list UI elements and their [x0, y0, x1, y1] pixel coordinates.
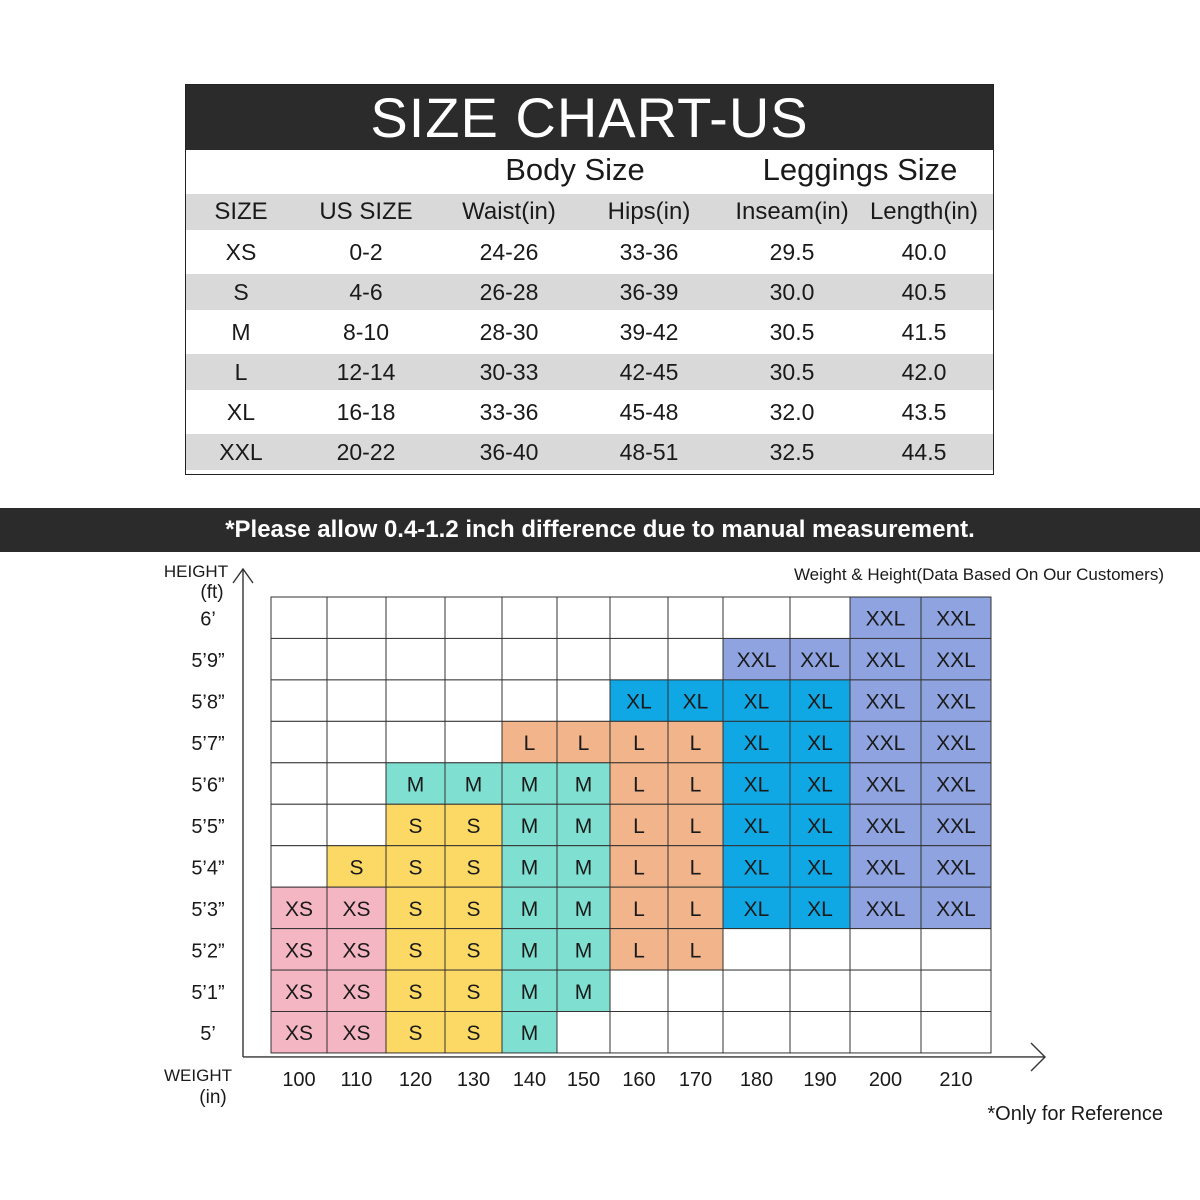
- grid-cell: [790, 929, 850, 970]
- grid-cell: [386, 721, 445, 762]
- size-label: XXL: [865, 649, 906, 673]
- grid-cell: [557, 680, 610, 721]
- size-label: XS: [342, 897, 371, 921]
- measurement-note-banner: *Please allow 0.4-1.2 inch difference due to manual measurement.: [0, 508, 1200, 552]
- size-label: XL: [743, 897, 770, 921]
- size-label: L: [633, 814, 645, 838]
- size-label: L: [523, 732, 536, 756]
- size-label: M: [574, 773, 593, 797]
- x-tick-label: 180: [739, 1068, 774, 1091]
- grid-cell: [668, 1012, 723, 1053]
- y-tick-label: 5’7”: [191, 733, 225, 756]
- grid-cell: [502, 638, 557, 679]
- grid-cell: [668, 597, 723, 638]
- size-label: XL: [682, 690, 709, 714]
- size-label: S: [466, 897, 481, 921]
- grid-cell: [271, 721, 327, 762]
- size-label: M: [520, 773, 539, 797]
- grid-cell: [723, 929, 790, 970]
- grid-cell: [557, 1012, 610, 1053]
- table-cell: 4-6: [349, 279, 383, 305]
- table-cell: 45-48: [619, 399, 679, 425]
- size-label: XXL: [865, 732, 906, 756]
- size-label: S: [408, 814, 423, 838]
- table-cell: 40.0: [901, 239, 947, 265]
- grid-cell: [327, 804, 386, 845]
- table-row: [186, 314, 993, 350]
- grid-cell: [327, 597, 386, 638]
- y-tick-label: 5’5”: [191, 815, 225, 838]
- size-label: XL: [807, 732, 833, 756]
- table-cell: L: [234, 359, 248, 385]
- size-label: XL: [807, 773, 833, 797]
- size-label: XL: [743, 773, 770, 797]
- grid-cell: [445, 680, 502, 721]
- table-cell: 26-28: [479, 279, 539, 305]
- body-size-header: Body Size: [505, 152, 645, 187]
- size-label: XXL: [936, 773, 976, 797]
- grid-cell: [668, 970, 723, 1011]
- table-cell: 28-30: [479, 319, 539, 345]
- size-label: XXL: [936, 649, 976, 673]
- size-label: L: [633, 732, 645, 756]
- x-tick-label: 210: [939, 1068, 973, 1091]
- y-tick-label: 5’: [200, 1023, 216, 1046]
- x-tick-label: 200: [868, 1068, 903, 1091]
- size-label: M: [574, 939, 593, 963]
- size-label: M: [520, 897, 539, 921]
- size-label: M: [520, 980, 539, 1004]
- grid-cell: [386, 638, 445, 679]
- table-cell: 16-18: [336, 399, 396, 425]
- size-label: XXL: [936, 856, 976, 880]
- size-label: XS: [342, 980, 371, 1004]
- size-label: XXL: [936, 607, 976, 631]
- table-cell: 24-26: [479, 239, 539, 265]
- grid-cell: [445, 597, 502, 638]
- table-cell: 36-40: [479, 439, 539, 465]
- grid-cell: [921, 1012, 991, 1053]
- x-tick-label: 170: [678, 1068, 713, 1091]
- x-tick-label: 150: [566, 1068, 601, 1091]
- size-label: L: [689, 814, 702, 838]
- x-tick-label: 130: [456, 1068, 491, 1091]
- x-tick-label: 120: [398, 1068, 433, 1091]
- size-label: XS: [284, 980, 314, 1004]
- size-label: S: [408, 939, 423, 963]
- table-header-cell: Hips(in): [607, 198, 691, 225]
- size-label: L: [689, 773, 702, 797]
- size-label: M: [574, 814, 593, 838]
- size-label: L: [633, 856, 645, 880]
- table-cell: XS: [225, 239, 257, 265]
- size-label: S: [466, 1022, 481, 1046]
- size-label: S: [466, 856, 481, 880]
- table-header-cell: Inseam(in): [735, 198, 849, 225]
- table-cell: 8-10: [342, 319, 390, 345]
- size-label: XXL: [865, 773, 906, 797]
- table-cell: 33-36: [479, 399, 539, 425]
- y-tick-label: 5’8”: [191, 691, 225, 714]
- grid-cell: [271, 846, 327, 887]
- size-label: XXL: [736, 649, 777, 673]
- size-label: L: [577, 732, 590, 756]
- table-cell: 30.5: [769, 359, 815, 385]
- size-label: XXL: [936, 690, 976, 714]
- y-tick-label: 5’9”: [191, 650, 225, 673]
- footnote: *Only for Reference: [987, 1102, 1163, 1125]
- size-label: XXL: [936, 814, 976, 838]
- grid-cell: [723, 597, 790, 638]
- size-label: XL: [807, 856, 833, 880]
- table-title: SIZE CHART-US: [186, 85, 993, 150]
- table-cell: 36-39: [619, 279, 679, 305]
- table-cell: 48-51: [619, 439, 679, 465]
- weight-height-chart: [0, 555, 1200, 1200]
- grid-cell: [790, 1012, 850, 1053]
- grid-cell: [790, 597, 850, 638]
- size-label: L: [633, 897, 645, 921]
- y-axis-unit: (ft): [200, 582, 224, 603]
- grid-cell: [610, 638, 668, 679]
- table-row: [186, 354, 993, 390]
- size-label: S: [408, 897, 423, 921]
- size-label: M: [574, 856, 593, 880]
- table-cell: XXL: [219, 439, 263, 465]
- y-tick-label: 5’6”: [191, 774, 225, 797]
- size-label: L: [689, 732, 702, 756]
- table-row: [186, 394, 993, 430]
- y-tick-label: 5’4”: [191, 857, 225, 880]
- size-label: S: [408, 856, 423, 880]
- size-label: M: [574, 980, 593, 1004]
- grid-cell: [668, 638, 723, 679]
- size-label: XL: [743, 732, 770, 756]
- size-label: XL: [807, 814, 833, 838]
- grid-cell: [557, 597, 610, 638]
- size-label: M: [406, 773, 425, 797]
- table-row: [186, 434, 993, 470]
- size-label: XXL: [800, 649, 840, 673]
- table-cell: 30.0: [769, 279, 815, 305]
- grid-cell: [386, 597, 445, 638]
- table-cell: 30-33: [479, 359, 539, 385]
- x-tick-label: 110: [340, 1068, 373, 1091]
- table-cell: 33-36: [619, 239, 679, 265]
- size-label: L: [689, 897, 702, 921]
- grid-cell: [502, 597, 557, 638]
- x-tick-label: 140: [512, 1068, 547, 1091]
- table-cell: 41.5: [901, 319, 947, 345]
- table-cell: 12-14: [336, 359, 396, 385]
- chart-title: Weight & Height(Data Based On Our Customers): [793, 565, 1164, 584]
- grid-cell: [850, 929, 921, 970]
- size-label: XXL: [865, 607, 906, 631]
- table-cell: 39-42: [619, 319, 679, 345]
- table-cell: 0-2: [349, 239, 383, 265]
- grid-cell: [271, 597, 327, 638]
- size-label: XXL: [936, 732, 976, 756]
- size-label: XXL: [865, 690, 906, 714]
- size-label: L: [633, 773, 645, 797]
- size-label: S: [349, 856, 364, 880]
- table-row: [186, 274, 993, 310]
- grid-cell: [850, 970, 921, 1011]
- grid-cell: [790, 970, 850, 1011]
- size-label: XS: [284, 939, 314, 963]
- size-label: M: [520, 939, 539, 963]
- table-cell: 42-45: [619, 359, 679, 385]
- size-label: XS: [284, 1022, 314, 1046]
- y-tick-label: 5’1”: [191, 981, 225, 1004]
- y-tick-label: 5’2”: [191, 940, 225, 963]
- table-header-cell: US SIZE: [319, 198, 413, 225]
- table-row: [186, 234, 993, 270]
- size-label: S: [466, 980, 481, 1004]
- grid-cell: [386, 680, 445, 721]
- size-label: M: [574, 897, 593, 921]
- grid-cell: [502, 680, 557, 721]
- size-label: L: [689, 856, 702, 880]
- grid-cell: [610, 970, 668, 1011]
- size-label: S: [408, 1022, 423, 1046]
- size-label: L: [633, 939, 645, 963]
- grid-cell: [327, 638, 386, 679]
- x-tick-label: 160: [622, 1068, 656, 1091]
- size-label: XL: [743, 814, 770, 838]
- table-cell: XL: [226, 399, 256, 425]
- grid-cell: [921, 970, 991, 1011]
- grid-cell: [271, 804, 327, 845]
- size-label: XXL: [936, 897, 976, 921]
- grid-cell: [271, 680, 327, 721]
- grid-cell: [327, 763, 386, 804]
- table-cell: S: [233, 279, 249, 305]
- size-label: M: [520, 856, 539, 880]
- size-label: XS: [284, 897, 314, 921]
- grid-cell: [610, 597, 668, 638]
- y-tick-label: 6’: [200, 608, 216, 631]
- table-cell: 30.5: [769, 319, 815, 345]
- size-label: S: [466, 939, 481, 963]
- table-cell: 20-22: [336, 439, 396, 465]
- leggings-size-header: Leggings Size: [762, 152, 958, 187]
- y-tick-label: 5’3”: [191, 898, 225, 921]
- x-axis-unit: (in): [199, 1086, 227, 1108]
- size-label: M: [520, 1022, 539, 1046]
- table-header-cell: Length(in): [869, 198, 979, 225]
- grid-cell: [723, 970, 790, 1011]
- size-label: XXL: [865, 856, 906, 880]
- size-label: S: [466, 814, 481, 838]
- size-label: XS: [342, 1022, 371, 1046]
- table-cell: 44.5: [901, 439, 947, 465]
- table-cell: 32.5: [769, 439, 815, 465]
- y-axis-title: HEIGHT: [163, 562, 229, 581]
- size-label: M: [464, 773, 483, 797]
- x-tick-label: 190: [803, 1068, 837, 1091]
- size-label: XXL: [865, 814, 906, 838]
- table-cell: 42.0: [901, 359, 947, 385]
- size-label: XL: [626, 690, 652, 714]
- size-label: XL: [743, 690, 770, 714]
- size-label: XL: [743, 856, 770, 880]
- size-label: XXL: [865, 897, 906, 921]
- table-header-cell: Waist(in): [462, 198, 556, 225]
- size-label: XS: [342, 939, 371, 963]
- size-label: XL: [807, 690, 833, 714]
- table-cell: M: [231, 319, 251, 345]
- size-label: L: [689, 939, 702, 963]
- table-header-cell: SIZE: [214, 198, 268, 225]
- x-axis-title: WEIGHT: [164, 1065, 232, 1085]
- grid-cell: [445, 721, 502, 762]
- table-header-row: [186, 194, 993, 230]
- table-cell: 32.0: [769, 399, 815, 425]
- size-label: M: [520, 814, 539, 838]
- x-tick-label: 100: [282, 1068, 316, 1091]
- grid-cell: [723, 1012, 790, 1053]
- grid-cell: [445, 638, 502, 679]
- table-cell: 40.5: [901, 279, 947, 305]
- grid-cell: [271, 638, 327, 679]
- grid-cell: [327, 680, 386, 721]
- table-cell: 43.5: [901, 399, 947, 425]
- table-cell: 29.5: [769, 239, 815, 265]
- grid-cell: [610, 1012, 668, 1053]
- grid-cell: [327, 721, 386, 762]
- grid-cell: [921, 929, 991, 970]
- size-label: S: [408, 980, 423, 1004]
- grid-cell: [850, 1012, 921, 1053]
- size-label: XL: [807, 897, 833, 921]
- grid-cell: [271, 763, 327, 804]
- grid-cell: [557, 638, 610, 679]
